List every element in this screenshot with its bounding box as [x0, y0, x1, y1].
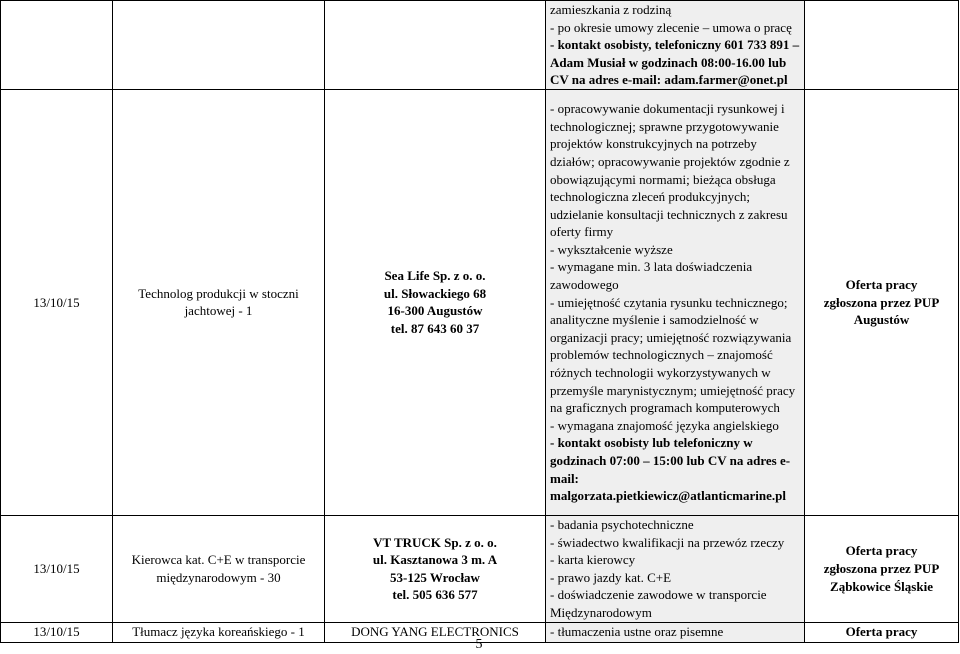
job-offers-body — [1, 1, 959, 643]
requirement-item: - prawo jazdy kat. C+E — [550, 569, 672, 585]
job-offer-row — [1, 1, 959, 90]
date-text: 13/10/15 — [33, 294, 80, 310]
date-text: 13/10/15 — [33, 560, 80, 576]
employer-line: tel. 505 636 577 — [392, 587, 478, 603]
offer-source-cell — [805, 515, 959, 622]
requirement-item: - tłumaczenia ustne oraz pisemne — [550, 624, 724, 640]
requirement-item: - kontakt osobisty, telefoniczny 601 733 891 – Adam Musiał w godzinach 08:00-16.00 lub CV na adres e-mail: adam.farmer@onet.pl — [550, 37, 800, 88]
requirement-item: - opracowywanie dokumentacji rysunkowej i technologicznej; sprawne przygotowywanie projektów konstrukcyjnych na potrzeby działów; opracowywanie projektów zgodnie z obowiązującymi normami; bieżąca obsługa technologiczna zleceń produkcyjnych; udzielanie konsultacji technicznych z zakresu oferty firmy — [550, 101, 790, 240]
position-title: Tłumacz języka koreańskiego - 1 — [132, 624, 305, 640]
employer-line: DONG YANG ELECTRONICS — [351, 624, 519, 640]
employer-cell — [325, 515, 546, 622]
offer-source-line: Ząbkowice Śląskie — [830, 578, 933, 594]
position-cell — [113, 89, 325, 515]
employer-line: tel. 87 643 60 37 — [390, 321, 480, 337]
employer-cell — [325, 1, 546, 90]
requirement-item: - świadectwo kwalifikacji na przewóz rzeczy — [550, 534, 785, 550]
offer-source-line: zgłoszona przez PUP — [823, 294, 940, 310]
requirement-item: - wykształcenie wyższe — [550, 241, 673, 257]
requirement-item: - umiejętność czytania rysunku technicznego; analityczne myślenie i samodzielność w organizacji pracy; umiejętność rozwiązywania problemów technologicznych – znajomość różnych technologii wykorzystywanych w przemyśle marynistycznym; umiejętność pracy na graficznych programach komputerowych — [550, 294, 796, 416]
date-cell — [1, 1, 113, 90]
requirement-item: - wymagana znajomość języka angielskiego — [550, 417, 779, 433]
date-cell — [1, 89, 113, 515]
offer-source-cell — [805, 1, 959, 90]
employer-line: Sea Life Sp. z o. o. — [384, 268, 486, 284]
position-title: Kierowca kat. C+E w transporcie międzynarodowym - 30 — [131, 552, 306, 585]
employer-line: 53-125 Wrocław — [390, 569, 480, 585]
requirement-item: - karta kierowcy — [550, 552, 636, 568]
requirement-item: - po okresie umowy zlecenie – umowa o pracę — [550, 19, 792, 35]
requirement-item: - wymagane min. 3 lata doświadczenia zawodowego — [550, 259, 753, 293]
requirements-cell — [546, 89, 805, 515]
employer-cell — [325, 89, 546, 515]
offer-source-line: zgłoszona przez PUP — [823, 560, 940, 576]
offer-source-line: Augustów — [853, 312, 910, 328]
job-offer-row — [1, 515, 959, 622]
job-offer-row — [1, 89, 959, 515]
position-cell — [113, 1, 325, 90]
requirements-cell — [546, 1, 805, 90]
offer-source-line: Oferta pracy — [845, 543, 918, 559]
offer-source-line: Oferta pracy — [845, 277, 918, 293]
date-text: 13/10/15 — [33, 624, 80, 640]
date-cell — [1, 515, 113, 622]
position-title: Technolog produkcji w stoczni jachtowej - 1 — [138, 285, 299, 319]
offer-source-line: Oferta pracy — [845, 624, 918, 640]
offer-source-cell — [805, 89, 959, 515]
requirement-item: - kontakt osobisty lub telefoniczny w godzinach 07:00 – 15:00 lub CV na adres e-mail: malgorzata.pietkiewicz@atlanticmarine.pl — [550, 435, 791, 504]
requirement-item: zamieszkania z rodziną — [550, 2, 672, 17]
requirement-item: - doświadczenie zawodowe w transporcie Międzynarodowym — [550, 587, 767, 620]
employer-line: ul. Kasztanowa 3 m. A — [372, 552, 498, 568]
employer-line: ul. Słowackiego 68 — [383, 285, 487, 301]
requirement-item: - badania psychotechniczne — [550, 516, 694, 532]
requirements-cell — [546, 515, 805, 622]
position-cell — [113, 515, 325, 622]
page-number: 5 — [475, 637, 483, 652]
employer-line: VT TRUCK Sp. z o. o. — [373, 534, 497, 550]
employer-line: 16-300 Augustów — [387, 303, 483, 319]
